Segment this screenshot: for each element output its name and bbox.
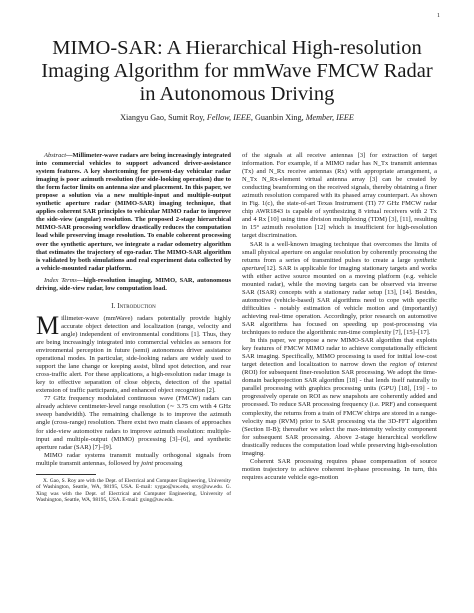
- page-number: 1: [437, 13, 440, 19]
- author-member: Member, IEEE: [305, 113, 354, 122]
- section-heading-introduction: I. Introduction: [111, 301, 156, 310]
- abstract-text: —Millimeter-wave radars are being increasingly integrated into commercial vehicles to support advanced driver-assistance system features. A key shortcoming for present-day vehicular radar imaging is poor azimuth resolution (for side-looking operation) due to the form factor limits on antenna size and placement. In this paper, we propose a solution via a new multiple-input and multiple-output synthetic aperture radar (MIMO-SAR) imaging technique, that applies coherent SAR principles to vehicular MIMO radar to improve the side-view (angular) resolution. The proposed 2-stage hierarchical MIMO-SAR processing workflow drastically reduces the computation load while preserving image resolution. To enable coherent processing over the synthetic aperture, we integrate a radar odometry algorithm that estimates the trajectory of ego-radar. The MIMO-SAR algorithm is validated by both simulations and real experiment data collected by a vehicle-mounted radar platform.: [36, 152, 231, 272]
- intro-paragraph-3-italic: joint: [141, 459, 153, 467]
- intro-paragraph-3: [36, 452, 231, 468]
- right-paragraph-2-a: SAR is a well-known imaging technique that overcomes the limits of small physical aperture on angular resolution by coherently processing the returns from a series of transmitted pulses to create a large: [242, 240, 437, 264]
- right-column: [242, 152, 437, 482]
- right-paragraph-2-b: [12]. SAR is applicable for imaging stationary targets and works with either active source mounted on a moving platform (e.g. vehicle mounted radar), while the moving targets can be observed via inverse SAR (ISAR) concepts with a stationary radar setup [13], [14]. Besides, automotive (vehicle-based) SAR algorithms need to cope with specific difficulties - notably estimation of vehicle motion and (importantly) achieving real-time operation. Accordingly, prior research on automotive SAR algorithms has focused on speeding up post-processing via techniques to reduce the algorithmic run-time complexity [7], [15]–[17].: [242, 264, 437, 337]
- right-paragraph-3: [242, 337, 437, 458]
- abstract-label: Abstract: [44, 152, 67, 159]
- right-paragraph-2: [242, 241, 437, 338]
- drop-cap: M: [36, 310, 60, 340]
- intro-paragraph-1: [36, 310, 231, 395]
- right-paragraph-3-a: In this paper, we propose a new MIMO-SAR algorithm that exploits key features of FMCW MIMO radar to achieve computationally efficient SAR imaging. Specifically, MIMO processing is used for initial low-cost target detection and localization to narrow down the: [242, 337, 437, 369]
- intro-paragraph-2: 77 GHz frequency modulated continuous wave (FMCW) radars can already achieve centimeter-level range resolution (∼ 3.75 cm with 4 GHz sweep bandwidth). The remaining challenge is to improve the azimuth angle (cross-range) resolution. There exist two main classes of approaches for side-view automotive radars to improve azimuth resolution: multiple-input and multiple-output (MIMO) processing [3]–[6], and synthetic aperture radar (SAR) [7]–[9].: [36, 395, 231, 451]
- intro-paragraph-3-a: MIMO radar systems transmit mutually orthogonal signals from multiple transmit antennas, followed by: [36, 451, 231, 467]
- right-paragraph-2-italic: synthetic aperture: [242, 256, 438, 272]
- abstract: [36, 152, 231, 273]
- index-terms: [36, 277, 231, 293]
- footnote-rule: [36, 474, 96, 475]
- index-terms-text: —high-resolution imaging, MIMO, SAR, autonomous driving, side-view radar, low computation load.: [36, 276, 232, 292]
- right-paragraph-4: Coherent SAR processing requires phase compensation of source motion trajectory to achieve coherent in-phase processing. In turn, this requires accurate vehicle ego-motion: [242, 457, 437, 481]
- right-paragraph-3-italic: region of interest: [389, 361, 438, 369]
- author-fellow: Fellow, IEEE,: [206, 113, 253, 122]
- paper-title: MIMO-SAR: A Hierarchical High-resolution Imaging Algorithm for mmWave FMCW Radar in Autonomous Driving: [41, 37, 433, 105]
- author-names-1: Xiangyu Gao, Sumit Roy,: [120, 113, 205, 122]
- footnote: X. Gao, S. Roy are with the Dept. of Electrical and Computer Engineering, University of Washington, Seattle, WA, 98195, USA. E-mail: xygao@uw.edu, sroy@uw.edu. G. Xing was with the Dept. of Electrical and Computer Engineering, University of Washington, Seattle, WA, 98195, USA. E-mail: gxing@uw.edu.: [36, 477, 231, 503]
- intro-paragraph-3-b: processing: [154, 459, 183, 467]
- right-paragraph-3-b: (ROI) for subsequent finer-resolution SAR processing. We adopt the time-domain backprojection SAR algorithm [18] - that lends itself naturally to parallel processing with graphics processing units (GPU) [18], [19] - to progressively operate on ROI as new snapshots are coherently added and processed. To reduce SAR processing frequency (i.e. PRF) and consequent complexity, the returns from a train of FMCW chirps are stored in a range-velocity map (RVM) prior to SAR processing via the 3D-FFT algorithm (Section II-B); thereafter we select the max-intensity velocity component for subsequent SAR processing. Above 2-stage hierarchical workflow drastically reduces the computation load while preserving high-resolution imaging.: [242, 369, 437, 457]
- intro-paragraph-1-text: illimeter-wave (mmWave) radars potentially provide highly accurate object detection and localization (range, velocity and angle) independent of environmental conditions [1]. Thus, they are being increasingly integrated into commercial vehicles as sensors for environmental perception in future (semi) autonomous driver assistance operational modes. In particular, side-looking radars are widely used to support the lane change or keeping assist, blind spot detection, and rear cross-traffic alert. For these applications, a high-resolution radar image is key to effective separation of close objects, detection of the spatial extension of traffic participants, and enhanced object recognition [2].: [36, 314, 231, 395]
- right-paragraph-1: of the signals at all receive antennas [3] for extraction of target information. For example, if a MIMO radar has N_Tx transmit antennas (Tx) and N_Rx receive antennas (Rx) with appropriate arrangement, a N_Tx N_Rx-element virtual antenna array [3] can be created by conducting beamforming on the received signals, thereby obtaining a finer azimuth resolution compared with its phased array counterpart. As shown in Fig. 1(c), the state-of-art Texas Instrument (TI) 77 GHz FMCW radar chip AWR1843 is capable of synthesizing 8 virtual receivers with 2 Tx and 4 Rx [10] using time division multiplexing (TDM) [3], [11], resulting in 15° azimuth resolution [12] which is insufficient for high-resolution target discrimination.: [242, 152, 437, 240]
- left-column: [36, 152, 231, 503]
- author-line: [40, 113, 434, 122]
- index-terms-label: Index Terms: [44, 276, 77, 284]
- author-names-2: Guanbin Xing,: [254, 113, 304, 122]
